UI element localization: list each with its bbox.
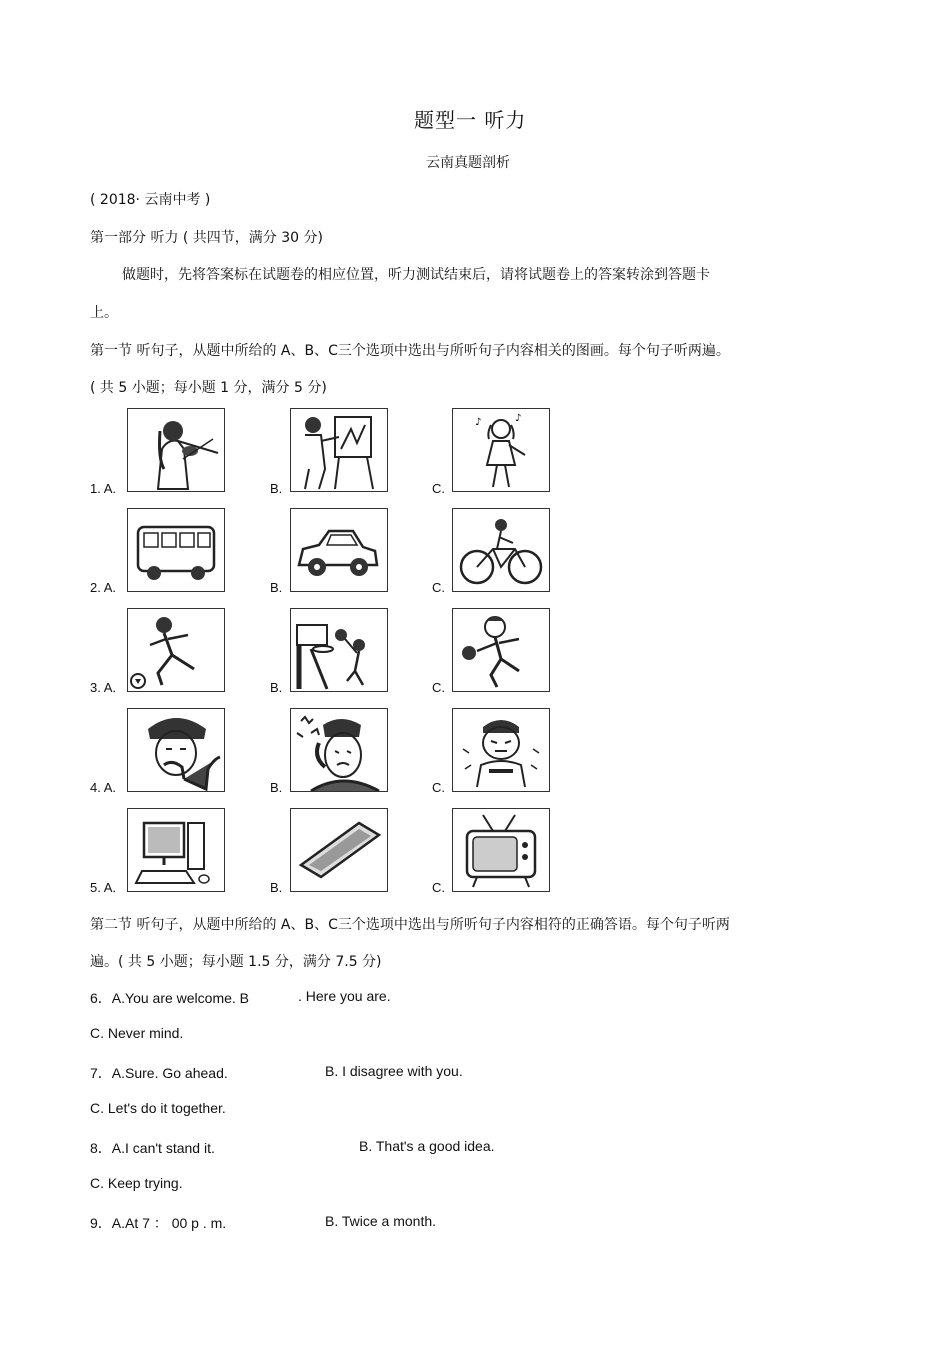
- question-label: 5. A.: [90, 880, 117, 895]
- question-6-option-c: C. Never mind.: [90, 1025, 184, 1041]
- question-label: 1. A.: [90, 481, 117, 496]
- basketball-icon: [290, 608, 388, 692]
- question-9-option-b: B. Twice a month.: [325, 1213, 437, 1229]
- question-8-option-b: B. That's a good idea.: [359, 1138, 495, 1154]
- question-7-option-a: 7．A.Sure. Go ahead.: [90, 1065, 228, 1081]
- section2-scoring: 遍。( 共 5 小题；每小题 1.5 分，满分 7.5 分): [90, 954, 382, 970]
- option-b-label: B.: [270, 880, 283, 895]
- car-icon: [290, 508, 388, 592]
- section2-heading: 第二节 听句子，从题中所给的 A、B、C三个选项中选出与所听句子内容相符的正确答语。每个句子听两: [90, 917, 730, 933]
- exam-source: ( 2018· 云南中考 ): [90, 192, 211, 208]
- question-7-option-c: C. Let's do it together.: [90, 1100, 226, 1116]
- girl-violin-icon: [127, 408, 225, 492]
- part1-heading: 第一部分 听力 ( 共四节，满分 30 分): [90, 230, 323, 246]
- option-c-label: C.: [432, 880, 445, 895]
- boy-running-ball-icon: [452, 608, 550, 692]
- question-6-option-a: 6．A.You are welcome. B: [90, 990, 250, 1006]
- girl-painting-icon: [290, 408, 388, 492]
- page-subtitle: 云南真题剖析: [426, 155, 510, 171]
- option-c-label: C.: [432, 580, 445, 595]
- question-8-option-a: 8．A.I can't stand it.: [90, 1140, 215, 1156]
- question-label: 2. A.: [90, 580, 117, 595]
- section1-heading: 第一节 听句子，从题中所给的 A、B、C三个选项中选出与所听句子内容相关的图画。每个句子听两遍。: [90, 343, 730, 359]
- question-6-option-b: . Here you are.: [298, 988, 391, 1004]
- option-c-label: C.: [432, 780, 445, 795]
- question-9-option-a: 9．A.At 7 ： 00 p . m.: [90, 1215, 227, 1231]
- option-b-label: B.: [270, 780, 283, 795]
- option-b-label: B.: [270, 580, 283, 595]
- svg-text:♪: ♪: [515, 413, 522, 424]
- boy-stomachache-icon: [452, 708, 550, 792]
- question-label: 3. A.: [90, 680, 117, 695]
- man-headache-icon: [290, 708, 388, 792]
- smartphone-icon: [290, 808, 388, 892]
- bus-icon: [127, 508, 225, 592]
- television-icon: [452, 808, 550, 892]
- question-label: 4. A.: [90, 780, 117, 795]
- option-b-label: B.: [270, 680, 283, 695]
- part1-instruction: 做题时，先将答案标在试题卷的相应位置，听力测试结束后，请将试题卷上的答案转涂到答题卡: [122, 267, 710, 283]
- girl-singing-icon: [452, 408, 550, 492]
- question-8-option-c: C. Keep trying.: [90, 1175, 183, 1191]
- svg-text:♪: ♪: [475, 417, 482, 428]
- question-7-option-b: B. I disagree with you.: [325, 1063, 463, 1079]
- bicycle-icon: [452, 508, 550, 592]
- option-b-label: B.: [270, 481, 283, 496]
- option-c-label: C.: [432, 680, 445, 695]
- boy-football-icon: [127, 608, 225, 692]
- section1-scoring: ( 共 5 小题；每小题 1 分，满分 5 分): [90, 380, 327, 396]
- man-cough-icon: [127, 708, 225, 792]
- page-title: 题型一 听力: [414, 108, 527, 132]
- part1-instruction-cont: 上。: [90, 305, 118, 321]
- computer-icon: [127, 808, 225, 892]
- option-c-label: C.: [432, 481, 445, 496]
